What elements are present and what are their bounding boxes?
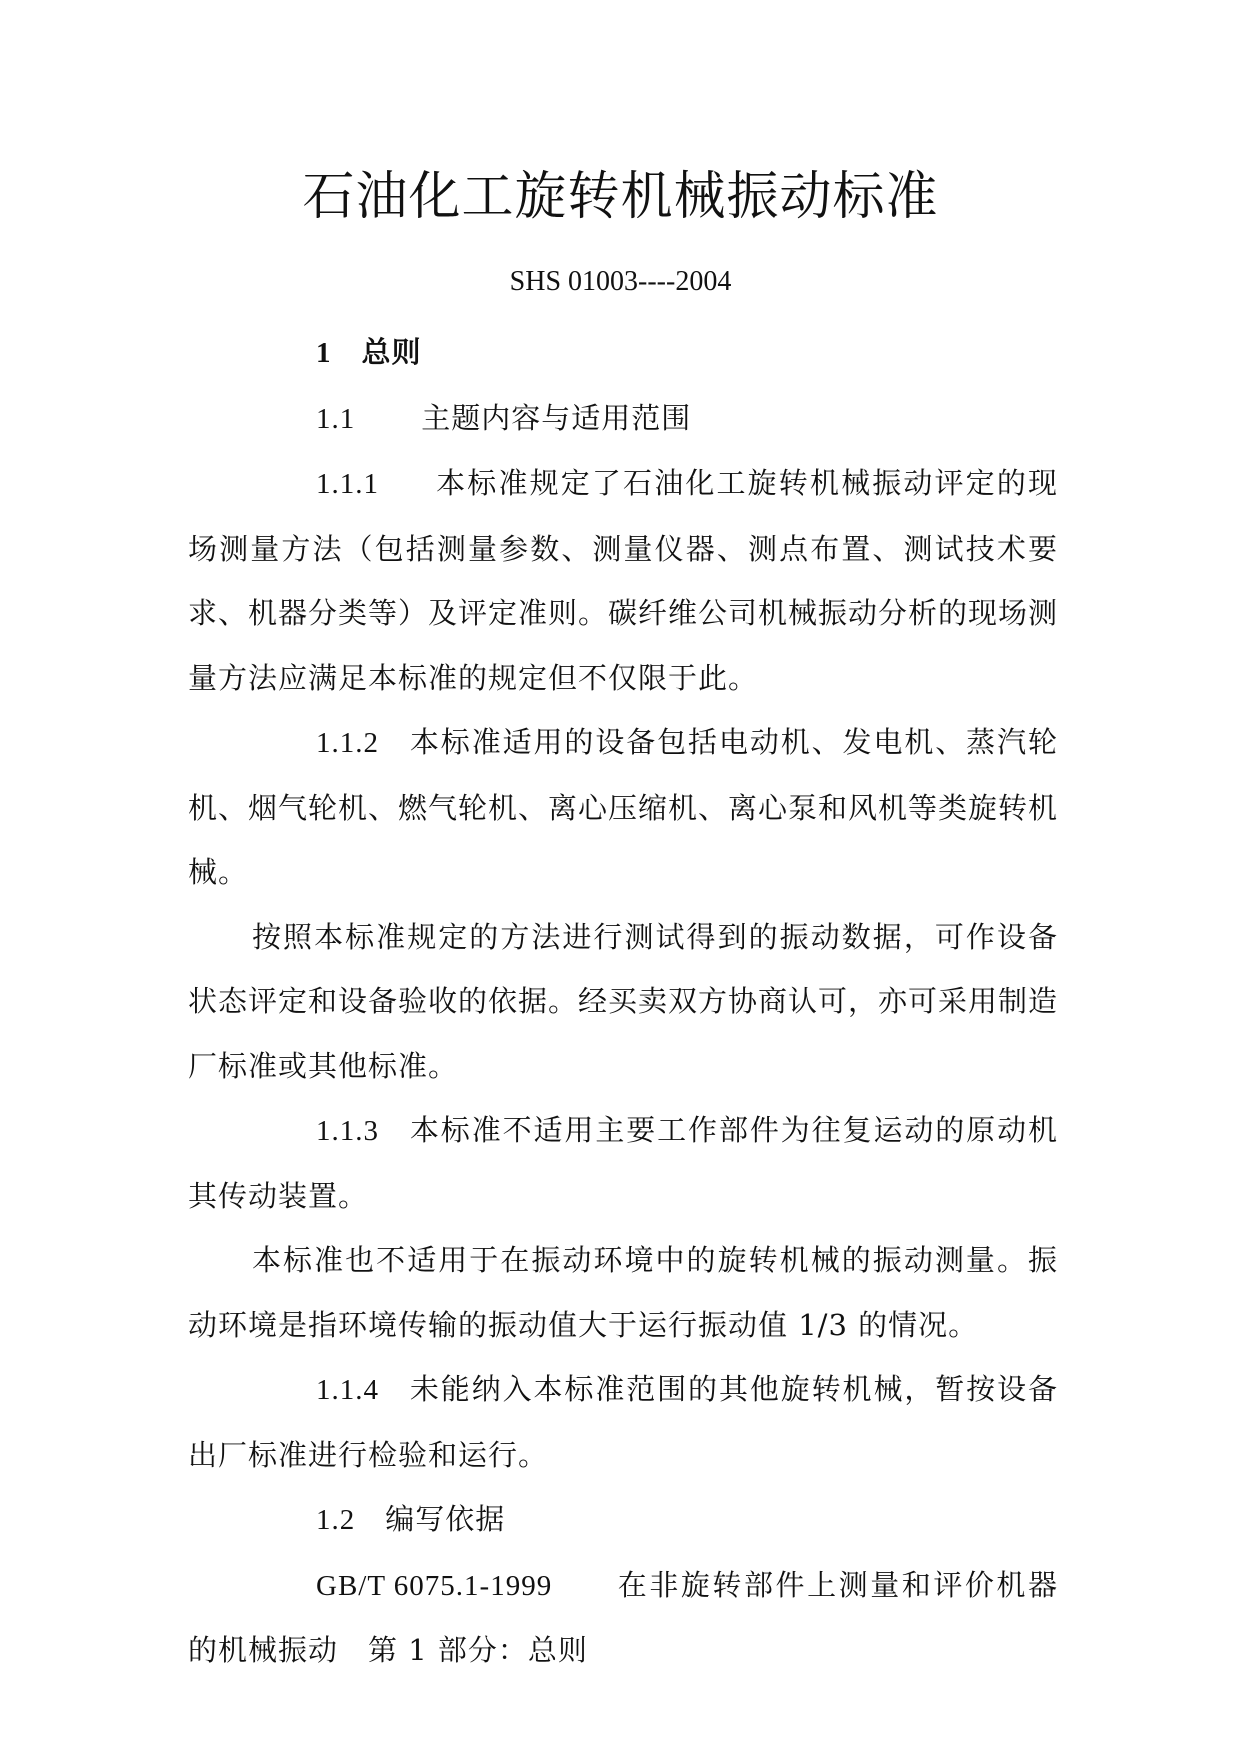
section-title: 编写依据 [385, 1502, 506, 1536]
paragraph [188, 1228, 1058, 1357]
section-heading-1-1 [188, 386, 1058, 452]
clause-text: 本标准规定了石油化工旋转机械振动评定的现场测量方法（包括测量参数、测量仪器、测点布置、测试技术要求、机器分类等）及评定准则。碳纤维公司机械振动分析的现场测量方法应满足本标准的规定但不仅限于此。 [188, 466, 1059, 695]
section-heading-1-2 [188, 1487, 1058, 1553]
clause-1-1-3 [188, 1098, 1058, 1228]
standard-code: SHS 01003----2004 [509, 266, 732, 297]
section-heading-1 [188, 320, 1058, 386]
clause-number: 1.1.1 [316, 468, 379, 500]
section-title: 主题内容与适用范围 [421, 400, 692, 435]
document-title: 石油化工旋转机械振动标准 [302, 167, 939, 227]
clause-number: 1.1.4 [316, 1374, 379, 1406]
section-number: 1.1 [316, 402, 356, 435]
reference-title: 在非旋转部件上测量和评价机器的机械振动 第 1 部分：总则 [188, 1567, 1058, 1667]
clause-1-1-4 [188, 1357, 1058, 1487]
reference-code: GB/T 6075.1-1999 [316, 1569, 553, 1602]
clause-text: 本标准适用的设备包括电动机、发电机、蒸汽轮机、烟气轮机、燃气轮机、离心压缩机、离心泵和风机等类旋转机械。 [188, 725, 1059, 889]
section-title: 总则 [361, 335, 422, 369]
document-body [188, 320, 1058, 1683]
section-number: 1.2 [316, 1504, 356, 1536]
clause-text: 本标准不适用主要工作部件为往复运动的原动机其传动装置。 [188, 1113, 1058, 1213]
section-number: 1 [316, 337, 332, 369]
clause-1-1-2 [188, 710, 1058, 905]
clause-text: 未能纳入本标准范围的其他旋转机械，暂按设备出厂标准进行检验和运行。 [188, 1372, 1058, 1472]
paragraph-text: 本标准也不适用于在振动环境中的旋转机械的振动测量。振动环境是指环境传输的振动值大于运行振动值 1/3 的情况。 [188, 1243, 1058, 1342]
clause-1-1-1 [188, 451, 1058, 710]
clause-number: 1.1.2 [316, 727, 379, 759]
paragraph [188, 905, 1058, 1099]
clause-number: 1.1.3 [316, 1115, 379, 1147]
paragraph-text: 按照本标准规定的方法进行测试得到的振动数据，可作设备状态评定和设备验收的依据。经买卖双方协商认可，亦可采用制造厂标准或其他标准。 [188, 919, 1059, 1083]
reference-standard [188, 1553, 1058, 1683]
